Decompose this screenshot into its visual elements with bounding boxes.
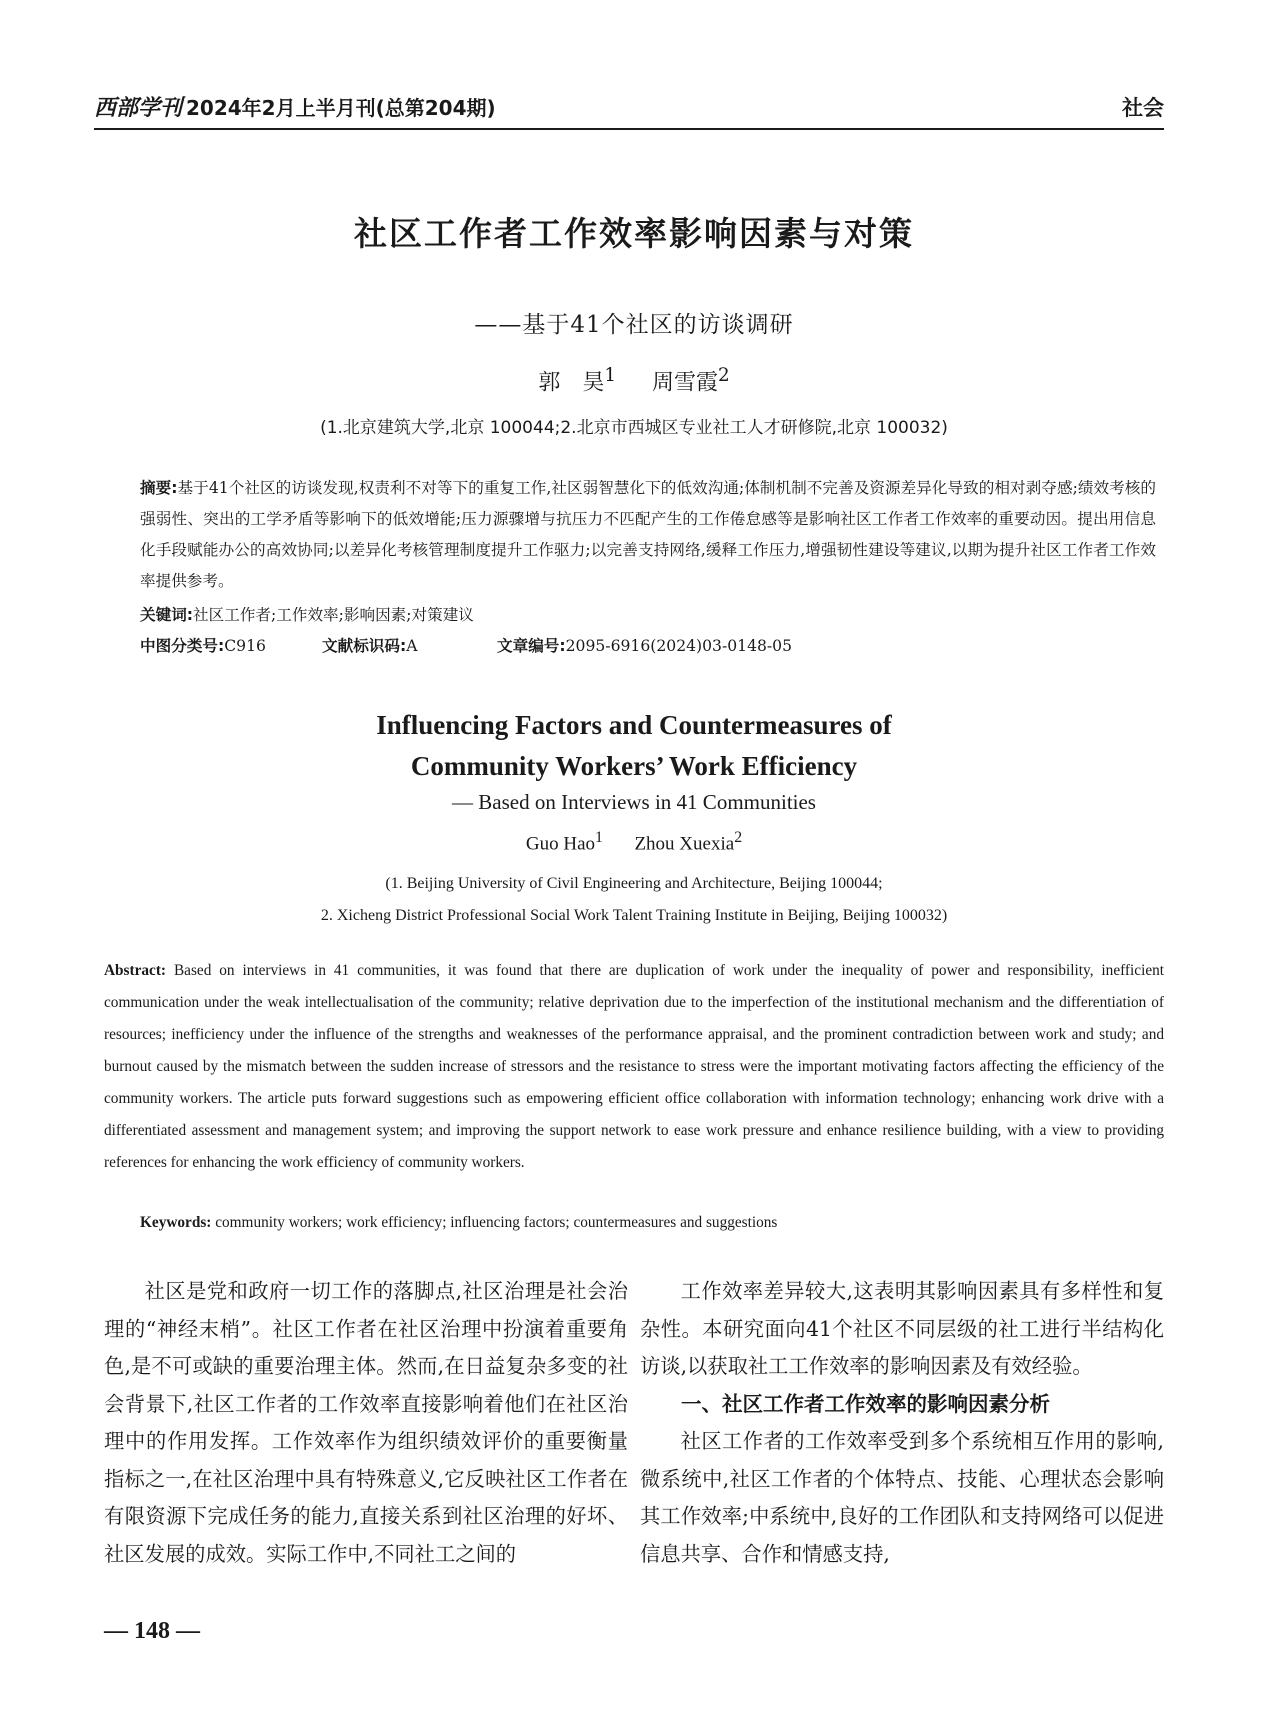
body-column-left xyxy=(104,1273,628,1573)
author-2-sup: 2 xyxy=(718,365,730,386)
issue-info: 2024年2月上半月刊(总第204期) xyxy=(186,96,496,120)
article-no-value: 2095-6916(2024)03-0148-05 xyxy=(565,637,793,655)
title-cn: 社区工作者工作效率影响因素与对策 xyxy=(354,214,914,253)
title-en-line-2: Community Workers’ Work Efficiency xyxy=(410,751,858,781)
body-paragraph: 社区工作者的工作效率受到多个系统相互作用的影响,微系统中,社区工作者的个体特点、技能、心理状态会影响其工作效率;中系统中,良好的工作团队和支持网络可以促进信息共享、合作和情感支持, xyxy=(640,1429,1164,1566)
journal-info xyxy=(94,91,496,122)
subtitle-en: — Based on Interviews in 41 Communities xyxy=(452,790,816,814)
page-number: — 148 — xyxy=(104,1618,200,1644)
author-2-cn: 周雪霞 xyxy=(652,370,719,396)
authors-en xyxy=(0,829,1268,855)
author-1-en-sup: 1 xyxy=(595,829,603,846)
title-en-line-1: Influencing Factors and Countermeasures of xyxy=(376,710,892,740)
doc-code-value: A xyxy=(406,637,418,655)
keywords-cn-text: 社区工作者;工作效率;影响因素;对策建议 xyxy=(193,606,474,624)
keywords-cn-label: 关键词: xyxy=(140,606,194,624)
author-1-sup: 1 xyxy=(604,365,616,386)
abstract-en-text: Based on interviews in 41 communities, it was found that there are duplication of work under the inequality of power and responsibility, inefficient communication under the weak intellectualisation of the community; relative deprivation due to the imperfection of the institutional mechanism and the differentiation of resources; inefficiency under the influence of the strengths and weaknesses of the performance appraisal, and the prominent contradiction between work and study; and burnout caused by the mismatch between the sudden increase of stressors and the resistance to stress were the important motivating factors affecting the efficiency of the community workers. The article puts forward suggestions such as empowering efficient office collaboration with information technology; enhancing work drive with a differentiated assessment and management system; and improving the support network to ease work pressure and enhance resilience building, with a view to providing references for enhancing the work efficiency of community workers. xyxy=(104,962,1165,1171)
author-2-en-sup: 2 xyxy=(734,829,743,846)
authors-cn xyxy=(0,365,1268,396)
abstract-en xyxy=(104,955,1164,1179)
body-column-right xyxy=(640,1273,1164,1573)
author-1-cn: 郭 昊 xyxy=(538,370,605,396)
section-tag: 社会 xyxy=(1122,96,1164,120)
affiliation-en-line-2: 2. Xicheng District Professional Social Work Talent Training Institute in Beijing, Beijing 100032) xyxy=(320,907,948,924)
running-header xyxy=(94,82,1164,130)
subtitle-cn: ——基于41个社区的访谈调研 xyxy=(474,312,794,338)
affiliation-en-line-1: (1. Beijing University of Civil Engineering and Architecture, Beijing 100044; xyxy=(385,875,883,892)
body-paragraph: 社区是党和政府一切工作的落脚点,社区治理是社会治理的“神经末梢”。社区工作者在社区治理中扮演着重要角色,是不可或缺的重要治理主体。然而,在日益复杂多变的社会背景下,社区工作者的工作效率直接影响着他们在社区治理中的作用发挥。工作效率作为组织绩效评价的重要衡量指标之一,在社区治理中具有特殊意义,它反映社区工作者在有限资源下完成任务的能力,直接关系到社区治理的好坏、社区发展的成效。实际工作中,不同社工之间的 xyxy=(104,1279,628,1566)
clc-label: 中图分类号: xyxy=(140,637,225,655)
keywords-en-label: Keywords: xyxy=(140,1214,212,1231)
keywords-en-text: community workers; work efficiency; influencing factors; countermeasures and suggestions xyxy=(215,1214,778,1231)
abstract-cn xyxy=(140,473,1156,597)
affiliation-en xyxy=(0,868,1268,932)
clc-value: C916 xyxy=(224,637,266,655)
author-2-en: Zhou Xuexia xyxy=(634,833,735,855)
abstract-cn-label: 摘要: xyxy=(140,479,178,497)
affiliation-cn: (1.北京建筑大学,北京 100044;2.北京市西城区专业社工人才研修院,北京 100032) xyxy=(320,418,948,438)
section-heading: 一、社区工作者工作效率的影响因素分析 xyxy=(681,1391,1050,1416)
body-paragraph: 工作效率差异较大,这表明其影响因素具有多样性和复杂性。本研究面向41个社区不同层级的社工进行半结构化访谈,以获取社工工作效率的影响因素及有效经验。 xyxy=(640,1279,1164,1378)
journal-logo: 西部学刊 xyxy=(94,95,183,121)
article-no-label: 文章编号: xyxy=(497,637,566,655)
article-meta-cn xyxy=(140,634,792,656)
keywords-cn xyxy=(140,603,474,625)
author-1-en: Guo Hao xyxy=(525,833,596,855)
keywords-en xyxy=(140,1214,777,1232)
abstract-en-label: Abstract: xyxy=(104,962,167,979)
doc-code-label: 文献标识码: xyxy=(322,637,407,655)
title-en xyxy=(0,705,1268,787)
abstract-cn-text: 基于41个社区的访谈发现,权责利不对等下的重复工作,社区弱智慧化下的低效沟通;体制机制不完善及资源差异化导致的相对剥夺感;绩效考核的强弱性、突出的工学矛盾等影响下的低效增能;压力源骤增与抗压力不匹配产生的工作倦怠感等是影响社区工作者工作效率的重要动因。提出用信息化手段赋能办公的高效协同;以差异化考核管理制度提升工作驱力;以完善支持网络,缓释工作压力,增强韧性建设等建议,以期为提升社区工作者工作效率提供参考。 xyxy=(140,479,1156,590)
